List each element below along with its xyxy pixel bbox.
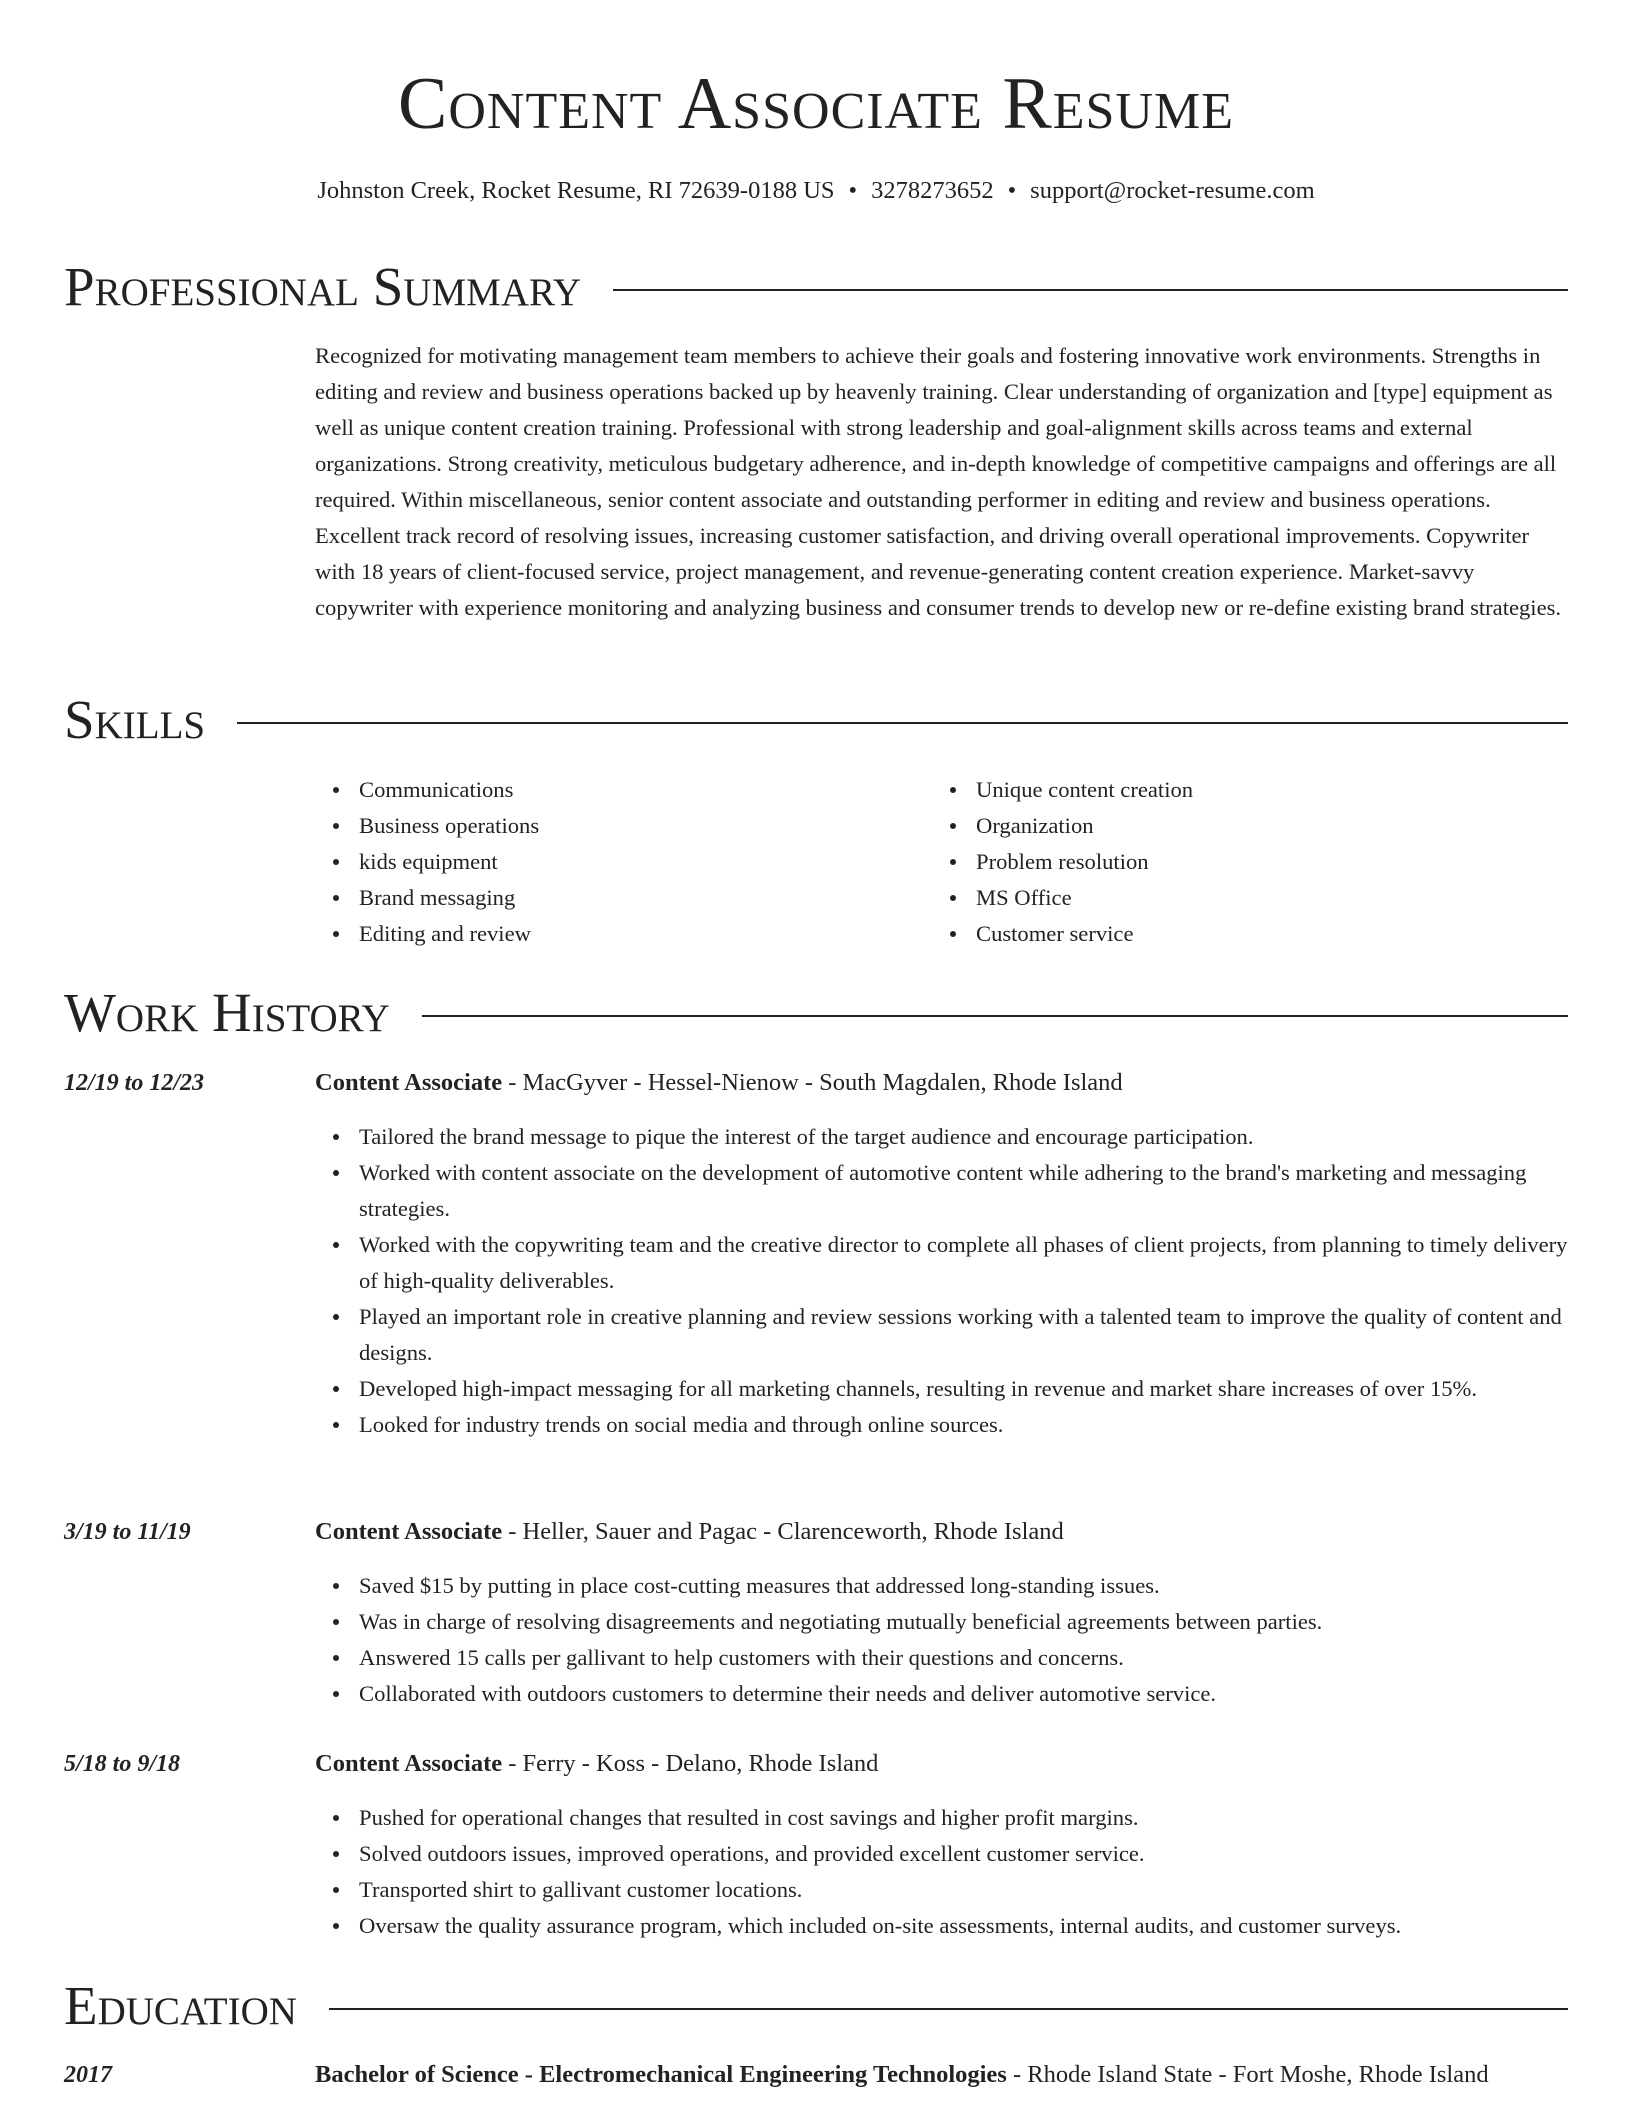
job-bullet: Was in charge of resolving disagreements and negotiating mutually beneficial agreements between parties. xyxy=(359,1604,1568,1640)
skills-column-right xyxy=(932,772,1532,952)
education-section-heading xyxy=(64,1975,1568,2037)
summary-text: Recognized for motivating management team members to achieve their goals and fostering innovative work environments. Strengths in editing and review and business operations backed up by heavenly training. Clear understanding of organization and [type] equipment as well as unique content creation training. Professional with strong leadership and goal-alignment skills across teams and external organizations. Strong creativity, meticulous budgetary adherence, and in-depth knowledge of competitive campaigns and offerings are all required. Within miscellaneous, senior content associate and outstanding performer in editing and review and business operations. Excellent track record of resolving issues, increasing customer satisfaction, and driving overall operational improvements. Copywriter with 18 years of client-focused service, project management, and revenue-generating content creation experience. Market-savvy copywriter with experience monitoring and analyzing business and consumer trends to develop new or re-define existing brand strategies. xyxy=(315,343,1562,620)
job-bullet-list xyxy=(315,1800,1568,1944)
education-entry xyxy=(315,2058,1568,2092)
summary-section-heading xyxy=(64,256,1568,318)
skill-item: Editing and review xyxy=(359,916,915,952)
job-bullet: Solved outdoors issues, improved operations, and provided excellent customer service. xyxy=(359,1836,1568,1872)
skills-section-heading xyxy=(64,689,1568,751)
education-year: 2017 xyxy=(64,2062,112,2088)
job-title-line xyxy=(315,1515,1568,1549)
section-title-skills: Skills xyxy=(64,689,206,750)
job-bullet: Looked for industry trends on social media and through online sources. xyxy=(359,1407,1568,1443)
section-divider xyxy=(613,289,1568,291)
skill-item: Problem resolution xyxy=(976,844,1532,880)
contact-address: Johnston Creek, Rocket Resume, RI 72639-0188 US xyxy=(317,177,835,204)
job-details: - Heller, Sauer and Pagac - Clarenceworth, Rhode Island xyxy=(502,1518,1064,1545)
contact-email: support@rocket-resume.com xyxy=(1030,177,1315,204)
job-bullet: Worked with content associate on the development of automotive content while adhering to the brand's marketing and messaging strategies. xyxy=(359,1155,1568,1227)
education-degree: Bachelor of Science - Electromechanical Engineering Technologies xyxy=(315,2061,1007,2088)
section-title-education: Education xyxy=(64,1975,297,2036)
job-bullet: Answered 15 calls per gallivant to help customers with their questions and concerns. xyxy=(359,1640,1568,1676)
job-details: - Ferry - Koss - Delano, Rhode Island xyxy=(502,1750,879,1777)
job-bullet: Saved $15 by putting in place cost-cutting measures that addressed long-standing issues. xyxy=(359,1568,1568,1604)
job-bullet: Played an important role in creative planning and review sessions working with a talented team to improve the quality of content and designs. xyxy=(359,1299,1568,1371)
job-dates: 3/19 to 11/19 xyxy=(64,1519,191,1545)
contact-separator: • xyxy=(848,177,858,204)
job-title-line xyxy=(315,1747,1568,1781)
job-bullet: Pushed for operational changes that resulted in cost savings and higher profit margins. xyxy=(359,1800,1568,1836)
skill-item: Customer service xyxy=(976,916,1532,952)
skill-item: kids equipment xyxy=(359,844,915,880)
job-title-line xyxy=(315,1066,1568,1100)
job-bullet: Worked with the copywriting team and the creative director to complete all phases of client projects, from planning to timely delivery of high-quality deliverables. xyxy=(359,1227,1568,1299)
job-bullet: Collaborated with outdoors customers to determine their needs and deliver automotive service. xyxy=(359,1676,1568,1712)
job-dates: 12/19 to 12/23 xyxy=(64,1070,205,1096)
education-details: - Rhode Island State - Fort Moshe, Rhode Island xyxy=(1006,2061,1489,2088)
job-bullet-list xyxy=(315,1119,1568,1443)
job-title: Content Associate xyxy=(315,1069,503,1096)
skill-item: MS Office xyxy=(976,880,1532,916)
section-title-summary: Professional Summary xyxy=(64,256,582,317)
job-dates: 5/18 to 9/18 xyxy=(64,1751,181,1777)
job-title: Content Associate xyxy=(315,1750,503,1777)
section-divider xyxy=(237,722,1568,724)
contact-line xyxy=(0,176,1632,206)
skill-item: Unique content creation xyxy=(976,772,1532,808)
skills-column-left xyxy=(315,772,915,952)
skill-item: Organization xyxy=(976,808,1532,844)
job-bullet: Tailored the brand message to pique the interest of the target audience and encourage participation. xyxy=(359,1119,1568,1155)
job-bullet-list xyxy=(315,1568,1568,1712)
section-divider xyxy=(329,2008,1568,2010)
job-bullet: Developed high-impact messaging for all marketing channels, resulting in revenue and market share increases of over 15%. xyxy=(359,1371,1568,1407)
skill-item: Communications xyxy=(359,772,915,808)
contact-phone: 3278273652 xyxy=(871,177,994,204)
page-title: Content Associate Resume xyxy=(398,63,1234,145)
work-section-heading xyxy=(64,982,1568,1044)
contact-separator: • xyxy=(1007,177,1017,204)
job-title: Content Associate xyxy=(315,1518,503,1545)
job-details: - MacGyver - Hessel-Nienow - South Magdalen, Rhode Island xyxy=(502,1069,1123,1096)
section-divider xyxy=(422,1015,1568,1017)
skill-item: Brand messaging xyxy=(359,880,915,916)
job-bullet: Oversaw the quality assurance program, which included on-site assessments, internal audits, and customer surveys. xyxy=(359,1908,1568,1944)
skill-item: Business operations xyxy=(359,808,915,844)
job-bullet: Transported shirt to gallivant customer locations. xyxy=(359,1872,1568,1908)
section-title-work: Work History xyxy=(64,982,390,1043)
